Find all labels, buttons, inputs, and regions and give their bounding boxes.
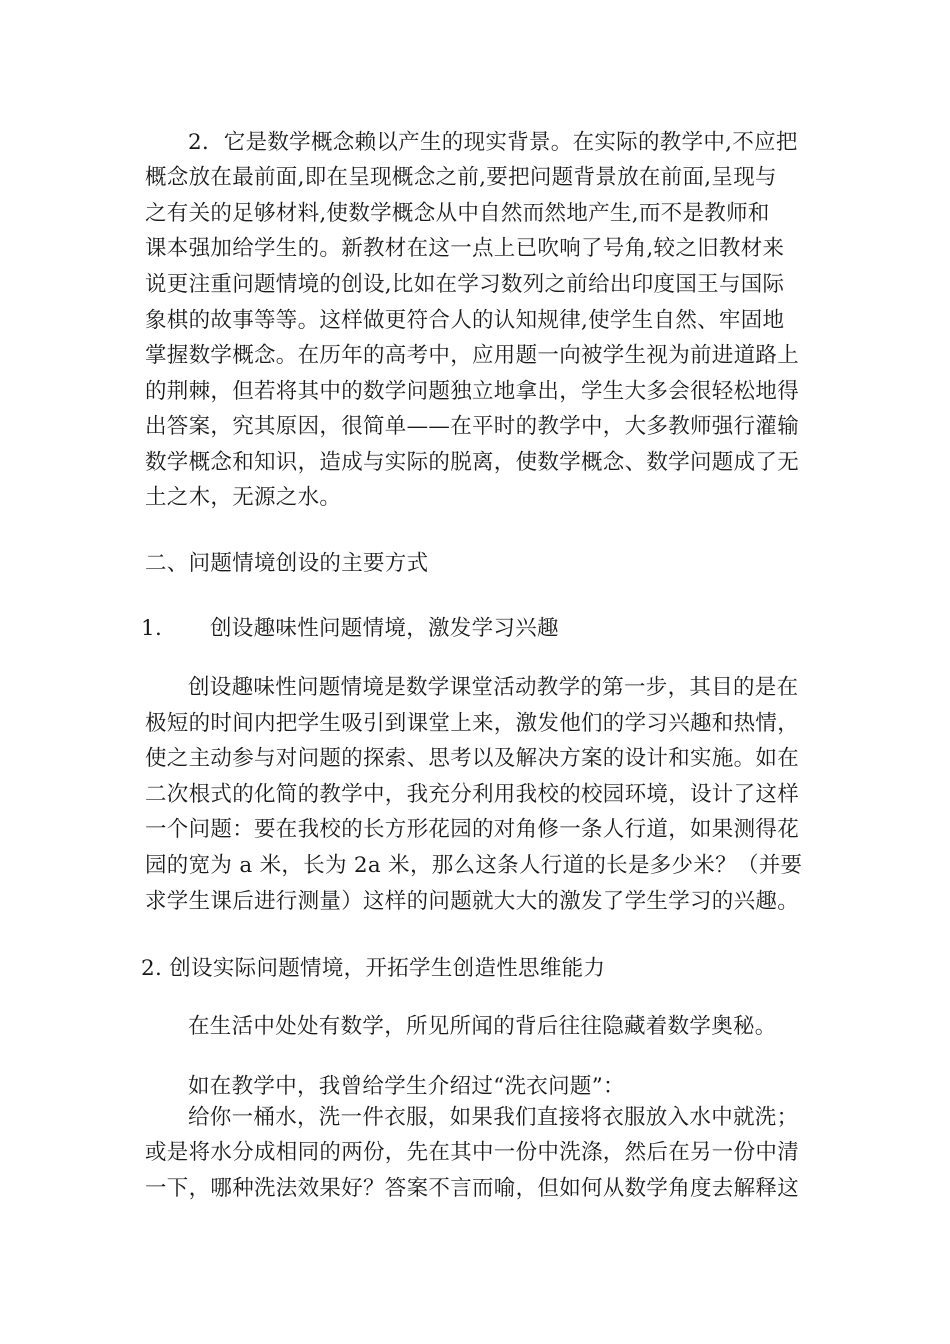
paragraph-line: 掌握数学概念。在历年的高考中，应用题一向被学生视为前进道路上 <box>145 343 800 368</box>
paragraph-line: 之有关的足够材料,使数学概念从中自然而然地产生,而不是教师和 <box>145 201 770 226</box>
paragraph-line: 一下，哪种洗法效果好？答案不言而喻，但如何从数学角度去解释这 <box>145 1176 800 1201</box>
paragraph-line: 说更注重问题情境的创设,比如在学习数列之前给出印度国王与国际 <box>145 272 785 297</box>
paragraph-line: 或是将水分成相同的两份，先在其中一份中洗涤，然后在另一份中清 <box>145 1140 800 1165</box>
section-heading: 二、问题情境创设的主要方式 <box>145 551 429 576</box>
paragraph-line: 出答案，究其原因，很简单——在平时的教学中，大多教师强行灌输 <box>145 414 800 439</box>
paragraph-line: 在生活中处处有数学，所见所闻的背后往往隐藏着数学奥秘。 <box>188 1014 777 1039</box>
paragraph-line: 求学生课后进行测量）这样的问题就大大的激发了学生学习的兴趣。 <box>145 889 800 914</box>
paragraph-line: 使之主动参与对问题的探索、思考以及解决方案的设计和实施。如在 <box>145 746 800 771</box>
paragraph-line: 一个问题：要在我校的长方形花园的对角修一条人行道，如果测得花 <box>145 817 800 842</box>
paragraph-line: 概念放在最前面,即在呈现概念之前,要把问题背景放在前面,呈现与 <box>145 165 777 190</box>
paragraph-line: 数学概念和知识，造成与实际的脱离，使数学概念、数学问题成了无 <box>145 450 800 475</box>
subsection-heading: 2. 创设实际问题情境，开拓学生创造性思维能力 <box>141 956 606 981</box>
paragraph-line: 二次根式的化简的教学中，我充分利用我校的校园环境，设计了这样 <box>145 782 800 807</box>
paragraph-line: 象棋的故事等等。这样做更符合人的认知规律,使学生自然、牢固地 <box>145 308 785 333</box>
subsection-title: 创设趣味性问题情境，激发学习兴趣 <box>210 616 559 641</box>
paragraph-line: 如在教学中，我曾给学生介绍过“洗衣问题”： <box>188 1074 625 1099</box>
paragraph-line: 园的宽为 a 米，长为 2a 米，那么这条人行道的长是多少米？（并要 <box>145 853 803 878</box>
paragraph-line: 2．它是数学概念赖以产生的现实背景。在实际的教学中,不应把 <box>188 130 798 155</box>
paragraph-line: 土之木，无源之水。 <box>145 485 342 510</box>
paragraph-line: 给你一桶水，洗一件衣服，如果我们直接将衣服放入水中就洗； <box>188 1105 799 1130</box>
paragraph-line: 课本强加给学生的。新教材在这一点上已吹响了号角,较之旧教材来 <box>145 236 785 261</box>
paragraph-line: 的荆棘，但若将其中的数学问题独立地拿出，学生大多会很轻松地得 <box>145 379 800 404</box>
subsection-number: 1. <box>141 616 163 641</box>
paragraph-line: 创设趣味性问题情境是数学课堂活动教学的第一步，其目的是在 <box>188 675 799 700</box>
paragraph-line: 极短的时间内把学生吸引到课堂上来，激发他们的学习兴趣和热情， <box>145 711 800 736</box>
